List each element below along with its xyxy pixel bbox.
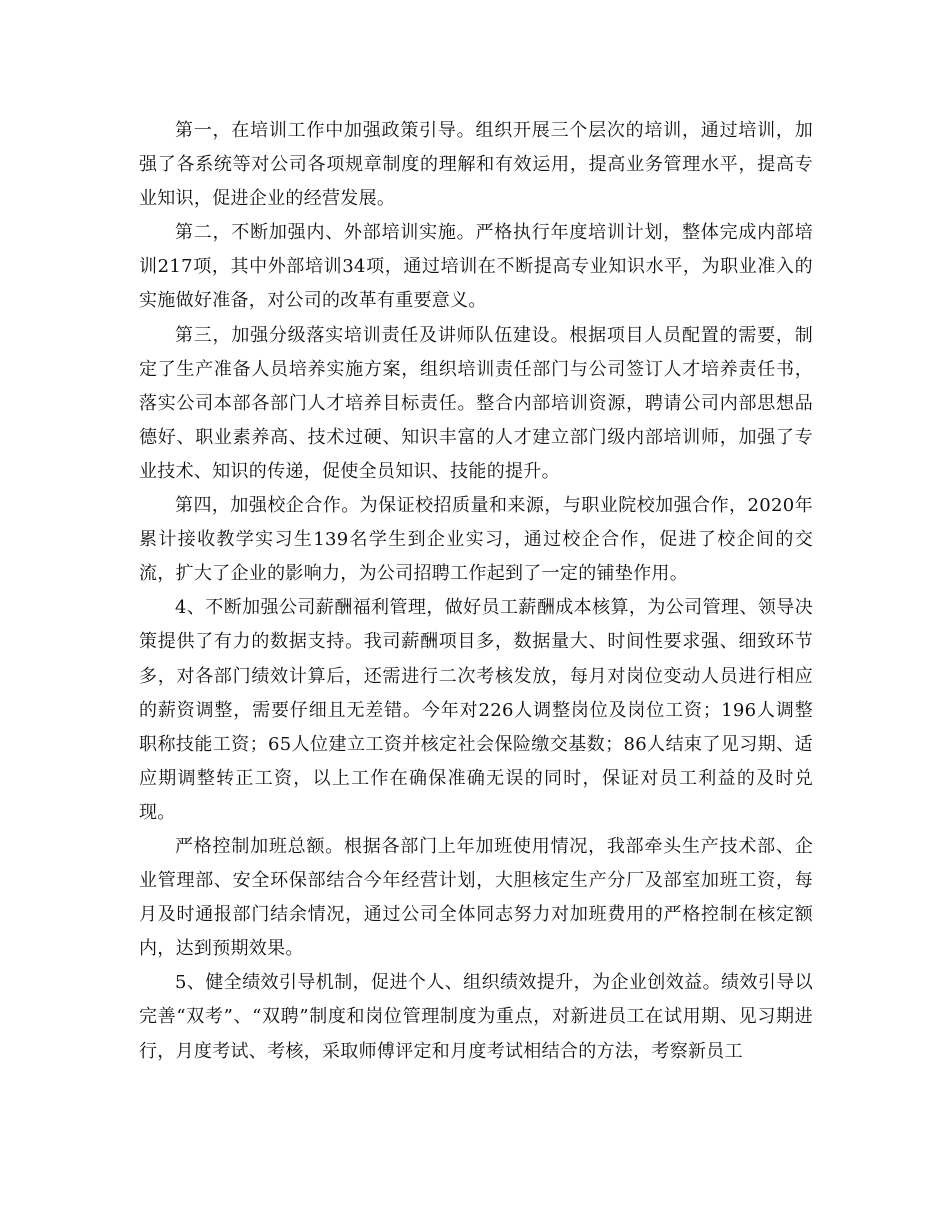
paragraph-performance: 5、健全绩效引导机制，促进个人、组织绩效提升，为企业创效益。绩效引导以完善“双考”、“双聘”制度和岗位管理制度为重点，对新进员工在试用期、见习期进行，月度考试、考核，采取师傅评定和月度考试相结合的方法，考察新员工 bbox=[139, 972, 813, 1062]
paragraph-school-enterprise: 第四，加强校企合作。为保证校招质量和来源，与职业院校加强合作，2020年累计接收教学实习生139名学生到企业实习，通过校企合作，促进了校企间的交流，扩大了企业的影响力，为公司招聘工作起到了一定的铺垫作用。 bbox=[139, 495, 813, 585]
paragraph-salary-management: 4、不断加强公司薪酬福利管理，做好员工薪酬成本核算，为公司管理、领导决策提供了有力的数据支持。我司薪酬项目多，数据量大、时间性要求强、细致环节多，对各部门绩效计算后，还需进行二次考核发放，每月对岗位变动人员进行相应的薪资调整，需要仔细且无差错。今年对226人调整岗位及岗位工资；196人调整职称技能工资；65人位建立工资并核定社会保险缴交基数；86人结束了见习期、适应期调整转正工资，以上工作在确保准确无误的同时，保证对员工利益的及时兑现。 bbox=[139, 597, 813, 823]
paragraph-overtime-control: 严格控制加班总额。根据各部门上年加班使用情况，我部牵头生产技术部、企业管理部、安全环保部结合今年经营计划，大胆核定生产分厂及部室加班工资，每月及时通报部门结余情况，通过公司全体同志努力对加班费用的严格控制在核定额内，达到预期效果。 bbox=[139, 835, 813, 960]
paragraph-training-implementation: 第二，不断加强内、外部培训实施。严格执行年度培训计划，整体完成内部培训217项，其中外部培训34项，通过培训在不断提高专业知识水平，为职业准入的实施做好准备，对公司的改革有重要意义。 bbox=[139, 222, 813, 312]
paragraph-training-policy: 第一，在培训工作中加强政策引导。组织开展三个层次的培训，通过培训，加强了各系统等对公司各项规章制度的理解和有效运用，提高业务管理水平，提高专业知识，促进企业的经营发展。 bbox=[139, 120, 813, 210]
paragraph-trainer-team: 第三，加强分级落实培训责任及讲师队伍建设。根据项目人员配置的需要，制定了生产准备人员培养实施方案，组织培训责任部门与公司签订人才培养责任书，落实公司本部各部门人才培养目标责任。整合内部培训资源，聘请公司内部思想品德好、职业素养高、技术过硬、知识丰富的人才建立部门级内部培训师，加强了专业技术、知识的传递，促使全员知识、技能的提升。 bbox=[139, 324, 813, 482]
